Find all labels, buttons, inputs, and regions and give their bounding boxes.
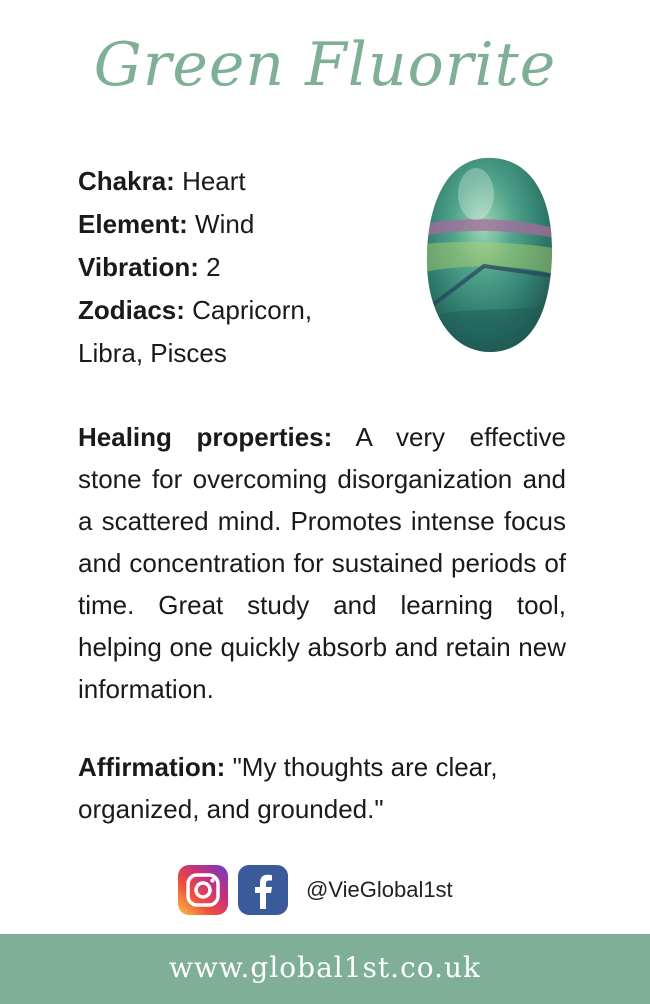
affirmation-label: Affirmation: — [78, 752, 226, 782]
affirmation-text: "My thoughts are clear, organized, and grounded." — [78, 752, 498, 824]
healing-label: Healing properties: — [78, 422, 333, 452]
vibration-row — [78, 246, 378, 289]
chakra-label: Chakra: — [78, 166, 175, 196]
social-handle[interactable]: @VieGlobal1st — [306, 877, 453, 902]
footer-bar — [0, 934, 650, 1004]
affirmation — [78, 746, 578, 830]
zodiacs-row-continued — [78, 332, 378, 375]
facebook-icon[interactable] — [238, 865, 288, 915]
healing-properties — [78, 416, 566, 710]
instagram-icon[interactable] — [178, 865, 228, 915]
page-title: Green Fluorite — [93, 30, 557, 100]
fluorite-stone-image — [424, 154, 554, 354]
website-link[interactable]: www.global1st.co.uk — [168, 951, 482, 984]
chakra-row — [78, 160, 378, 203]
zodiacs-label: Zodiacs: — [78, 295, 185, 325]
element-value: Wind — [195, 209, 255, 239]
vibration-value: 2 — [206, 252, 221, 282]
attributes-list — [78, 160, 378, 375]
vibration-label: Vibration: — [78, 252, 199, 282]
healing-text: A very effective stone for overcoming disorganization and a scattered mind. Promotes intense focus and concentration for sustained periods of time. Great study and learning tool, helping one quickly absorb and retain new information. — [78, 422, 566, 704]
zodiacs-row — [78, 289, 378, 332]
element-row — [78, 203, 378, 246]
zodiacs-value-continued: Libra, Pisces — [78, 338, 227, 368]
zodiacs-value: Capricorn, — [192, 295, 313, 325]
social-links — [178, 864, 453, 916]
chakra-value: Heart — [182, 166, 246, 196]
element-label: Element: — [78, 209, 188, 239]
